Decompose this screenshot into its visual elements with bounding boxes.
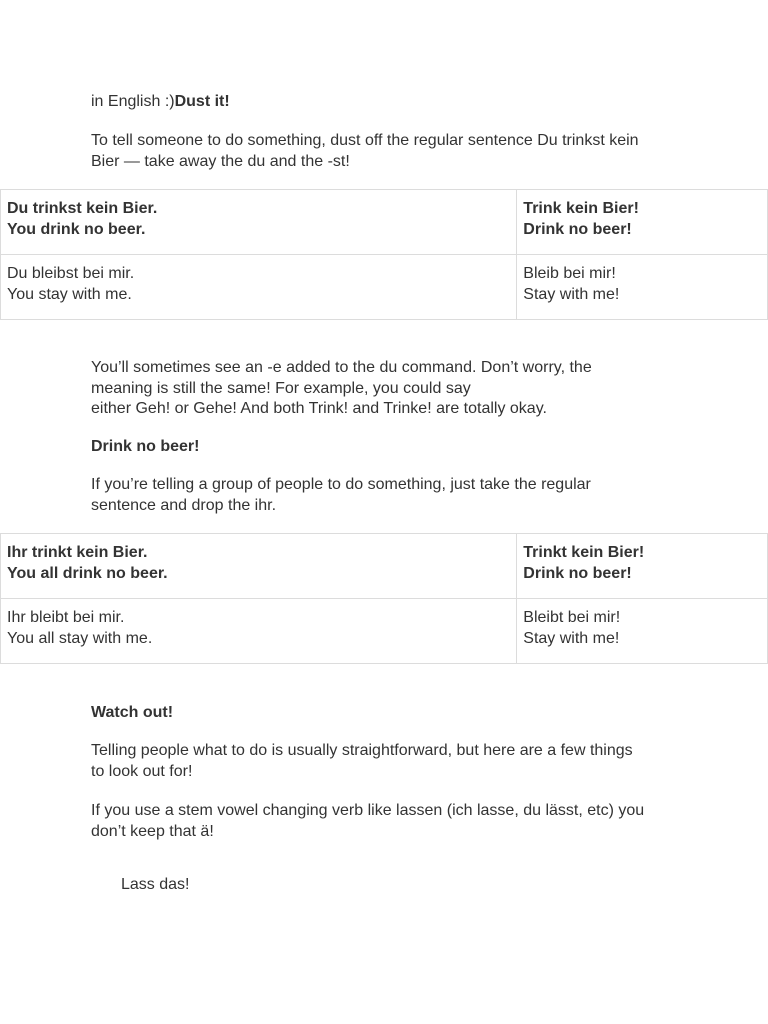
cell-english: Stay with me! <box>523 629 620 647</box>
paragraph-line: sentence and drop the ihr. <box>91 496 277 514</box>
paragraph-stem-vowel <box>91 801 691 842</box>
cell-german: Ihr trinkt kein Bier. <box>7 544 148 561</box>
intro-prefix: in English :) <box>91 93 175 110</box>
table-cell-command <box>517 534 768 599</box>
paragraph-du-command <box>91 131 691 172</box>
paragraph-line: To tell someone to do something, dust off the regular sentence Du trinkst kein <box>91 132 639 149</box>
heading-watch-out <box>91 703 691 724</box>
table-row <box>1 534 768 599</box>
cell-german: Bleibt bei mir! <box>523 609 621 626</box>
example-lass-das: Lass das! <box>121 876 190 893</box>
cell-german: Trinkt kein Bier! <box>523 544 645 561</box>
table-row <box>1 255 768 320</box>
heading-text: Watch out! <box>91 704 174 721</box>
heading-drink-no-beer <box>91 437 691 458</box>
paragraph-line: either Geh! or Gehe! And both Trink! and Trinke! are totally okay. <box>91 400 547 417</box>
cell-german: Du bleibst bei mir. <box>7 265 135 282</box>
paragraph-line: Bier — take away the du and the -st! <box>91 152 350 170</box>
paragraph-look-out <box>91 741 691 782</box>
cell-english: You stay with me. <box>7 285 132 303</box>
heading-text: Drink no beer! <box>91 438 200 455</box>
paragraph-e-ending <box>91 358 691 420</box>
cell-german: Du trinkst kein Bier. <box>7 200 158 217</box>
ihr-command-table <box>0 533 768 664</box>
intro-bold-heading: Dust it! <box>174 93 230 110</box>
table-cell-statement <box>1 255 517 320</box>
paragraph-line: Telling people what to do is usually straightforward, but here are a few things <box>91 742 633 759</box>
table-cell-command <box>517 599 768 664</box>
du-command-table <box>0 189 768 320</box>
cell-english: You drink no beer. <box>7 220 146 238</box>
paragraph-line: meaning is still the same! For example, you could say <box>91 379 471 397</box>
paragraph-line: don’t keep that ä! <box>91 822 214 840</box>
cell-german: Bleib bei mir! <box>523 265 616 282</box>
cell-english: You all drink no beer. <box>7 564 168 582</box>
cell-german: Trink kein Bier! <box>523 200 639 217</box>
cell-english: Drink no beer! <box>523 220 632 238</box>
cell-english: Drink no beer! <box>523 564 632 582</box>
table-cell-statement <box>1 190 517 255</box>
cell-german: Ihr bleibt bei mir. <box>7 609 125 626</box>
paragraph-line: If you use a stem vowel changing verb like lassen (ich lasse, du lässt, etc) you <box>91 802 645 819</box>
cell-english: Stay with me! <box>523 285 620 303</box>
table-cell-command <box>517 190 768 255</box>
intro-line <box>91 92 691 113</box>
paragraph-line: If you’re telling a group of people to do something, just take the regular <box>91 476 591 493</box>
table-cell-statement <box>1 534 517 599</box>
table-row <box>1 190 768 255</box>
paragraph-line: to look out for! <box>91 762 193 780</box>
paragraph-ihr-command <box>91 475 691 516</box>
table-row <box>1 599 768 664</box>
table-cell-statement <box>1 599 517 664</box>
paragraph-line: You’ll sometimes see an -e added to the du command. Don’t worry, the <box>91 359 592 376</box>
cell-english: You all stay with me. <box>7 629 153 647</box>
table-cell-command <box>517 255 768 320</box>
